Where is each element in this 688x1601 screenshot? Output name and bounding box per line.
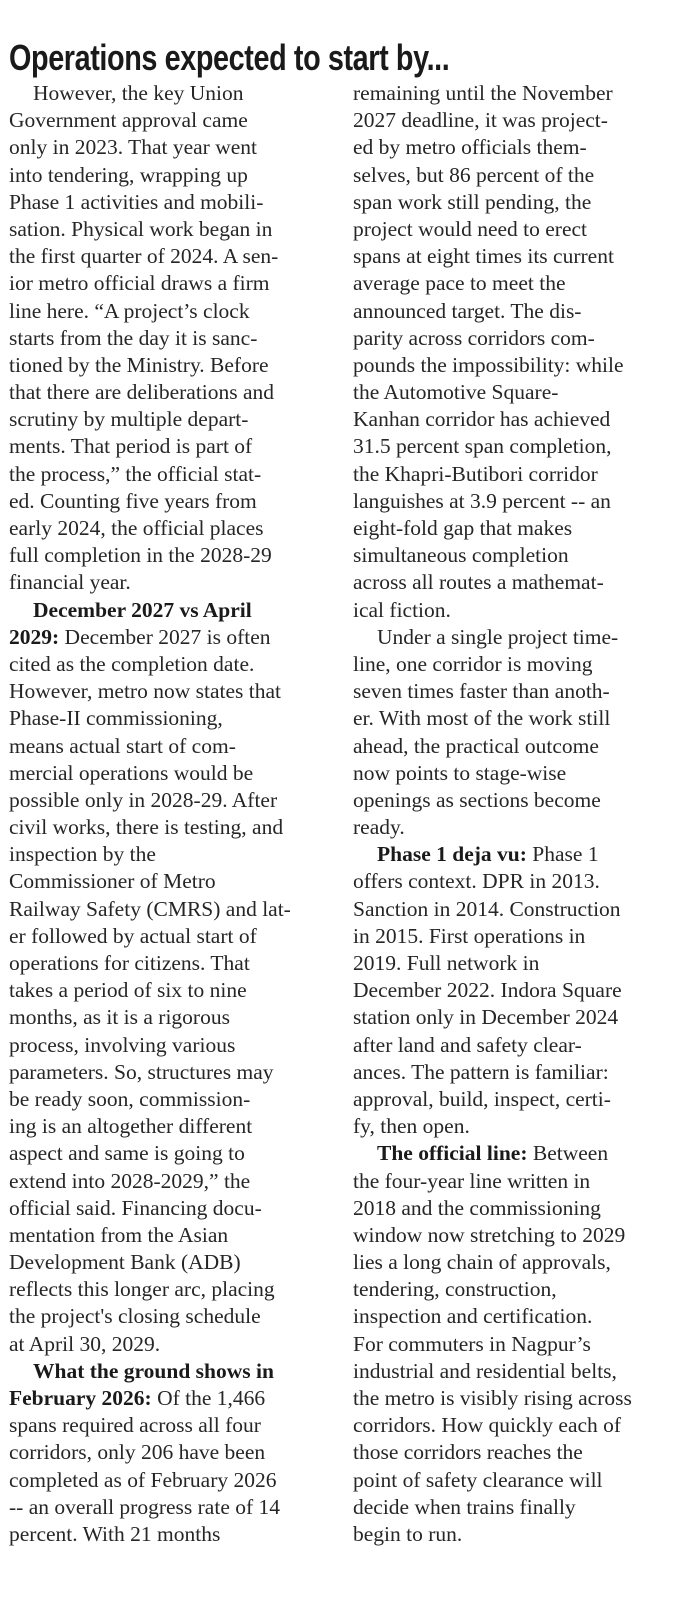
line-text: lies a long chain of approvals, [353,1250,611,1275]
subhead-lead: December 2027 vs April [33,597,252,622]
text-line [9,1140,325,1167]
line-text: be ready soon, commission- [9,1086,251,1111]
text-line [353,1331,666,1358]
text-line [353,1303,666,1330]
line-text: announced target. The dis- [353,298,582,323]
article-column-left [9,80,325,1548]
text-line [9,189,325,216]
text-line [9,705,325,732]
line-text: remaining until the November [353,81,613,105]
text-line [9,868,325,895]
text-line [9,107,325,134]
text-line [353,624,666,651]
paragraph-subhead-line [353,841,666,868]
line-text: spans at eight times its current [353,244,614,269]
line-text: line, one corridor is moving [353,651,593,676]
line-text: Railway Safety (CMRS) and lat- [9,896,291,921]
line-text: scrutiny by multiple depart- [9,407,249,432]
line-text: ments. That period is part of [9,434,253,459]
paragraph-subhead-line [9,597,325,624]
line-text: 2019. Full network in [353,951,540,975]
subhead-lead: February 2026: [9,1386,152,1410]
line-text: the metro is visibly rising across [353,1386,632,1410]
line-text: Under a single project time- [377,624,619,649]
text-line [9,1494,325,1521]
line-text: financial year. [9,570,131,595]
text-line [9,488,325,515]
text-line [353,1385,666,1412]
text-line [9,162,325,189]
text-line [353,1412,666,1439]
line-text: means actual start of com- [9,733,236,758]
text-line [9,760,325,787]
line-text: early 2024, the official places [9,516,264,540]
text-line [9,270,325,297]
text-line [353,814,666,841]
text-line [9,569,325,596]
text-line [9,787,325,814]
line-text: average pace to meet the [353,271,566,296]
line-text: Between [527,1141,609,1166]
text-line [9,678,325,705]
text-line [353,433,666,460]
line-text: across all routes a mathemat- [353,570,604,595]
text-line [353,406,666,433]
text-line [9,216,325,243]
text-line [9,950,325,977]
text-line [9,134,325,161]
line-text: the first quarter of 2024. A sen- [9,244,279,269]
line-text: inspection and certification. [353,1304,593,1329]
line-text: tioned by the Ministry. Before [9,352,269,377]
text-line [353,705,666,732]
text-line [9,1249,325,1276]
line-text: decide when trains finally [353,1494,576,1519]
text-line [353,243,666,270]
text-line [353,923,666,950]
text-line [353,597,666,624]
line-text: begin to run. [353,1521,463,1546]
line-text: station only in December 2024 [353,1005,619,1030]
line-text: line here. “A project’s clock [9,298,250,323]
text-line [353,189,666,216]
text-line [9,1195,325,1222]
line-text: extend into 2028-2029,” the [9,1168,251,1193]
text-line [353,134,666,161]
text-line [353,760,666,787]
line-text: process, involving various [9,1032,236,1057]
text-line [353,950,666,977]
text-line [9,243,325,270]
line-text: full completion in the 2028-29 [9,543,272,568]
line-text: ready. [353,815,405,840]
line-text: after land and safety clear- [353,1032,582,1057]
line-text: cited as the completion date. [9,651,255,676]
text-line [9,433,325,460]
line-text: possible only in 2028-29. After [9,787,278,812]
line-text: offers context. DPR in 2013. [353,869,600,894]
text-line [353,461,666,488]
line-text: that there are deliberations and [9,380,275,405]
text-line [353,1195,666,1222]
text-line [9,923,325,950]
subhead-lead: What the ground shows in [33,1358,274,1383]
text-line [353,1358,666,1385]
text-line [9,896,325,923]
text-line [353,1276,666,1303]
text-line [353,1439,666,1466]
text-line [353,977,666,1004]
line-text: ior metro official draws a firm [9,271,270,296]
line-text: Commissioner of Metro [9,869,216,894]
line-text: industrial and residential belts, [353,1358,617,1383]
paragraph-subhead-line [353,1140,666,1167]
line-text: 2027 deadline, it was project- [353,108,608,133]
paragraph-subhead-line [9,624,325,651]
text-line [9,1032,325,1059]
text-line [353,1086,666,1113]
text-line [9,379,325,406]
text-line [353,569,666,596]
line-text: ed by metro officials them- [353,135,587,160]
line-text: takes a period of six to nine [9,978,247,1003]
text-line [9,80,325,107]
text-line [9,325,325,352]
line-text: 2018 and the commissioning [353,1195,601,1220]
paragraph-subhead-line [9,1385,325,1412]
line-text: Development Bank (ADB) [9,1250,241,1275]
line-text: selves, but 86 percent of the [353,162,595,187]
line-text: 31.5 percent span completion, [353,434,612,459]
line-text: Government approval came [9,108,248,133]
line-text: simultaneous completion [353,543,569,568]
text-line [9,515,325,542]
text-line [353,488,666,515]
text-line [353,896,666,923]
line-text: parity across corridors com- [353,325,595,350]
text-line [353,270,666,297]
text-line [9,977,325,1004]
text-line [353,1168,666,1195]
line-text: months, as it is a rigorous [9,1005,230,1030]
line-text: ing is an altogether different [9,1114,253,1139]
text-line [9,1439,325,1466]
line-text: However, the key Union [33,81,244,105]
line-text: the project's closing schedule [9,1304,261,1329]
text-line [353,515,666,542]
text-line [353,1521,666,1548]
line-text: those corridors reaches the [353,1440,583,1465]
line-text: official said. Financing docu- [9,1195,262,1220]
article-column-right [353,80,666,1548]
line-text: er. With most of the work still [353,706,611,731]
line-text: Phase-II commissioning, [9,706,223,731]
line-text: eight-fold gap that makes [353,516,573,540]
text-line [9,298,325,325]
subhead-lead: 2029: [9,624,60,649]
line-text: corridors, only 206 have been [9,1440,266,1465]
line-text: approval, build, inspect, certi- [353,1086,611,1111]
line-text: only in 2023. That year went [9,135,257,160]
text-line [9,1168,325,1195]
text-line [9,542,325,569]
line-text: fy, then open. [353,1114,470,1139]
line-text: now points to stage-wise [353,760,567,785]
line-text: Phase 1 activities and mobili- [9,189,264,214]
text-line [9,1521,325,1548]
text-line [9,1276,325,1303]
line-text: ical fiction. [353,597,451,622]
text-line [9,1004,325,1031]
text-line [9,814,325,841]
line-text: Sanction in 2014. Construction [353,896,621,921]
line-text: For commuters in Nagpur’s [353,1331,591,1356]
line-text: in 2015. First operations in [353,923,586,948]
text-line [353,1004,666,1031]
text-line [353,107,666,134]
line-text: percent. With 21 months [9,1521,221,1546]
line-text: December 2027 is often [59,624,271,649]
text-line [9,1113,325,1140]
line-text: the Automotive Square- [353,380,559,405]
text-line [9,1303,325,1330]
line-text: pounds the impossibility: while [353,352,624,377]
text-line [9,1222,325,1249]
line-text: sation. Physical work began in [9,216,273,241]
text-line [353,379,666,406]
text-line [353,1059,666,1086]
text-line [9,841,325,868]
text-line [353,80,666,107]
text-line [9,1467,325,1494]
text-line [353,678,666,705]
line-text: the four-year line written in [353,1168,591,1193]
line-text: window now stretching to 2029 [353,1222,626,1247]
text-line [9,352,325,379]
line-text: ahead, the practical outcome [353,733,599,758]
text-line [353,298,666,325]
line-text: mentation from the Asian [9,1222,229,1247]
line-text: civil works, there is testing, and [9,815,284,840]
line-text: However, metro now states that [9,679,281,704]
article-headline: Operations expected to start by... [9,37,450,79]
subhead-lead: The official line: [377,1141,528,1166]
text-line [353,868,666,895]
line-text: parameters. So, structures may [9,1059,274,1084]
text-line [9,461,325,488]
text-line [353,325,666,352]
line-text: spans required across all four [9,1413,261,1438]
line-text: seven times faster than anoth- [353,679,610,704]
line-text: point of safety clearance will [353,1467,603,1492]
line-text: reflects this longer arc, placing [9,1277,275,1302]
line-text: December 2022. Indora Square [353,978,622,1003]
text-line [9,1086,325,1113]
line-text: ances. The pattern is familiar: [353,1059,609,1084]
text-line [353,1032,666,1059]
text-line [9,1412,325,1439]
line-text: at April 30, 2029. [9,1331,161,1356]
text-line [9,651,325,678]
line-text: the Khapri-Butibori corridor [353,461,598,486]
line-text: inspection by the [9,842,156,867]
line-text: mercial operations would be [9,760,254,785]
text-line [353,1222,666,1249]
text-line [9,733,325,760]
text-line [353,787,666,814]
paragraph-subhead-line [9,1358,325,1385]
subhead-lead: Phase 1 deja vu: [377,842,527,867]
line-text: completed as of February 2026 [9,1467,277,1492]
line-text: languishes at 3.9 percent -- an [353,488,611,513]
text-line [353,1467,666,1494]
text-line [9,406,325,433]
line-text: tendering, construction, [353,1277,557,1302]
line-text: Kanhan corridor has achieved [353,407,611,432]
line-text: into tendering, wrapping up [9,162,248,187]
text-line [353,1113,666,1140]
text-line [353,542,666,569]
line-text: the process,” the official stat- [9,461,262,486]
line-text: er followed by actual start of [9,923,257,948]
line-text: starts from the day it is sanc- [9,325,258,350]
line-text: Phase 1 [526,842,599,867]
line-text: aspect and same is going to [9,1141,245,1166]
text-line [353,651,666,678]
line-text: openings as sections become [353,787,601,812]
text-line [353,162,666,189]
line-text: corridors. How quickly each of [353,1413,622,1438]
line-text: operations for citizens. That [9,951,250,975]
text-line [353,1249,666,1276]
line-text: Of the 1,466 [151,1386,266,1410]
text-line [353,352,666,379]
line-text: project would need to erect [353,216,588,241]
text-line [9,1331,325,1358]
line-text: span work still pending, the [353,189,592,214]
text-line [353,733,666,760]
text-line [9,1059,325,1086]
text-line [353,216,666,243]
line-text: -- an overall progress rate of 14 [9,1494,281,1519]
line-text: ed. Counting five years from [9,488,257,513]
text-line [353,1494,666,1521]
